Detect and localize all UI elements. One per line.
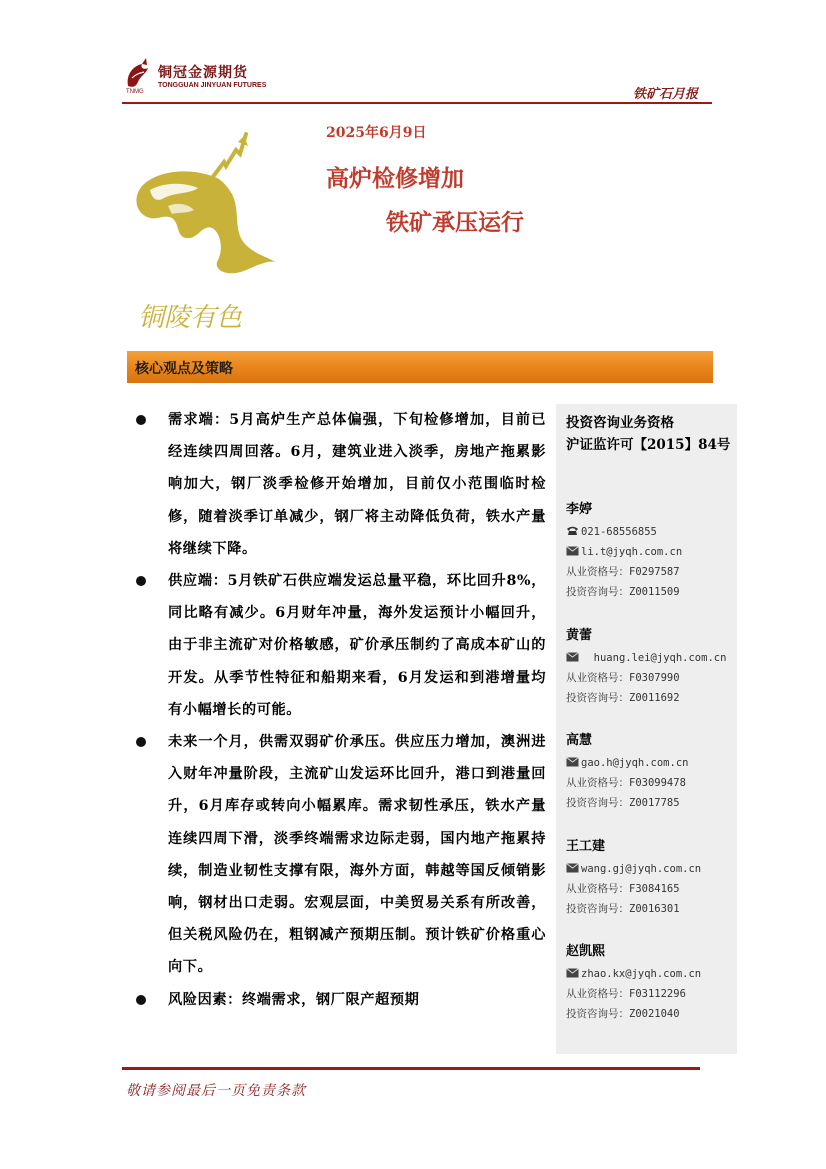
email-icon xyxy=(566,546,579,556)
header-divider xyxy=(122,102,712,104)
analyst-card xyxy=(566,624,734,708)
qualification-line1: 投资咨询业务资格 xyxy=(566,415,674,431)
disclaimer-note: 敬请参阅最后一页免责条款 xyxy=(126,1083,306,1099)
bullet-dot-icon xyxy=(136,576,146,586)
email-icon xyxy=(566,863,579,873)
analyst-license: 从业资格号：F03099478 xyxy=(566,777,686,789)
analyst-advisor-number: 投资咨询号：Z0011692 xyxy=(566,692,680,704)
analyst-license: 从业资格号：F0297587 xyxy=(566,566,680,578)
analyst-name: 黄蕾 xyxy=(566,628,593,643)
bullet-dot-icon xyxy=(136,995,146,1005)
key-point-text: 未来一个月，供需双弱矿价承压。供应压力增加，澳洲进入财年冲量阶段，主流矿山发运环比回升，港口到港量回升，6月库存或转向小幅累库。需求韧性承压，铁水产量连续四周下滑，淡季终端需求边际走弱，国内地产拖累持续，制造业韧性支撑有限，海外方面，韩越等国反倾销影响，钢材出口走弱。宏观层面，中美贸易关系有所改善，但关税风险仍在，粗钢减产预期压制。预计铁矿价格重心向下。 xyxy=(168,734,546,976)
cover-illustration xyxy=(128,128,278,338)
analyst-name: 赵凯熙 xyxy=(566,944,606,959)
analyst-license: 从业资格号：F3084165 xyxy=(566,883,680,895)
analyst-email-text: li.t@jyqh.com.cn xyxy=(581,546,683,558)
section-title: 核心观点及策略 xyxy=(135,361,233,377)
email-icon xyxy=(566,652,579,662)
bullet-dot-icon xyxy=(136,737,146,747)
analyst-phone xyxy=(566,522,734,542)
analyst-email-text: huang.lei@jyqh.com.cn xyxy=(593,652,727,664)
key-point-supply xyxy=(136,565,546,726)
analyst-card xyxy=(566,835,734,919)
qualification-line2: 沪证监许可【2015】84号 xyxy=(566,437,731,453)
analyst-email-text: gao.h@jyqh.com.cn xyxy=(581,757,689,769)
analyst-name: 李婷 xyxy=(566,502,593,517)
analyst-advisor-number: 投资咨询号：Z0021040 xyxy=(566,1008,680,1020)
footer-divider xyxy=(122,1067,700,1070)
analyst-sidebar xyxy=(556,404,737,1054)
report-type-label: 铁矿石月报 xyxy=(632,87,698,102)
analyst-license: 从业资格号：F03112296 xyxy=(566,988,686,1000)
key-point-text: 供应端：5月铁矿石供应端发运总量平稳，环比回升8%，同比略有减少。6月财年冲量，海外发运预计小幅回升，由于非主流矿对价格敏感，矿价承压制约了高成本矿山的开发。从季节性特征和船期来看，6月发运和到港增量均有小幅增长的可能。 xyxy=(168,573,546,718)
analyst-advisor-number: 投资咨询号：Z0017785 xyxy=(566,797,680,809)
company-logo xyxy=(122,56,272,100)
analyst-license: 从业资格号：F0307990 xyxy=(566,672,680,684)
analyst-email[interactable] xyxy=(566,964,734,984)
key-point-demand xyxy=(136,404,546,565)
bullet-dot-icon xyxy=(136,415,146,425)
analyst-card xyxy=(566,940,734,1024)
key-point-outlook xyxy=(136,726,546,984)
company-name-en: TONGGUAN JINYUAN FUTURES xyxy=(158,82,267,89)
report-title-line2: 铁矿承压运行 xyxy=(386,210,524,236)
key-point-text: 需求端：5月高炉生产总体偏强，下旬检修增加，目前已经连续四周回落。6月，建筑业进入淡季，房地产拖累影响加大，钢厂淡季检修开始增加，目前仅小范围临时检修，随着淡季订单减少，钢厂将主动降低负荷，铁水产量将继续下降。 xyxy=(168,412,546,557)
analyst-card xyxy=(566,498,734,602)
logo-mark-text: TNMG xyxy=(126,89,144,95)
analyst-email[interactable] xyxy=(566,859,734,879)
analyst-name: 王工建 xyxy=(566,839,606,854)
company-name-cn: 铜冠金源期货 xyxy=(158,65,248,81)
analyst-advisor-number: 投资咨询号：Z0016301 xyxy=(566,903,680,915)
qualification-block xyxy=(566,412,730,456)
email-icon xyxy=(566,757,579,767)
analyst-email[interactable] xyxy=(566,648,734,668)
email-icon xyxy=(566,968,579,978)
analyst-advisor-number: 投资咨询号：Z0011509 xyxy=(566,586,680,598)
section-header-bar xyxy=(127,351,713,383)
report-title-line1: 高炉检修增加 xyxy=(326,166,464,192)
report-date: 2025年6月9日 xyxy=(326,125,427,141)
phone-icon xyxy=(566,526,579,536)
analyst-card xyxy=(566,729,734,813)
cover-bell-art xyxy=(128,128,278,338)
analyst-email[interactable] xyxy=(566,753,734,773)
analyst-name: 高慧 xyxy=(566,733,593,748)
analyst-email-text: wang.gj@jyqh.com.cn xyxy=(581,863,702,875)
key-point-text: 风险因素：终端需求，钢厂限产超预期 xyxy=(168,991,420,1008)
key-point-risk xyxy=(136,984,546,1016)
key-points-list xyxy=(136,404,546,1016)
analyst-email-text: zhao.kx@jyqh.com.cn xyxy=(581,968,702,980)
analyst-email[interactable] xyxy=(566,542,734,562)
cover-calligraphy: 铜陵有色 xyxy=(138,303,243,333)
analyst-phone-text: 021-68556855 xyxy=(581,526,657,538)
